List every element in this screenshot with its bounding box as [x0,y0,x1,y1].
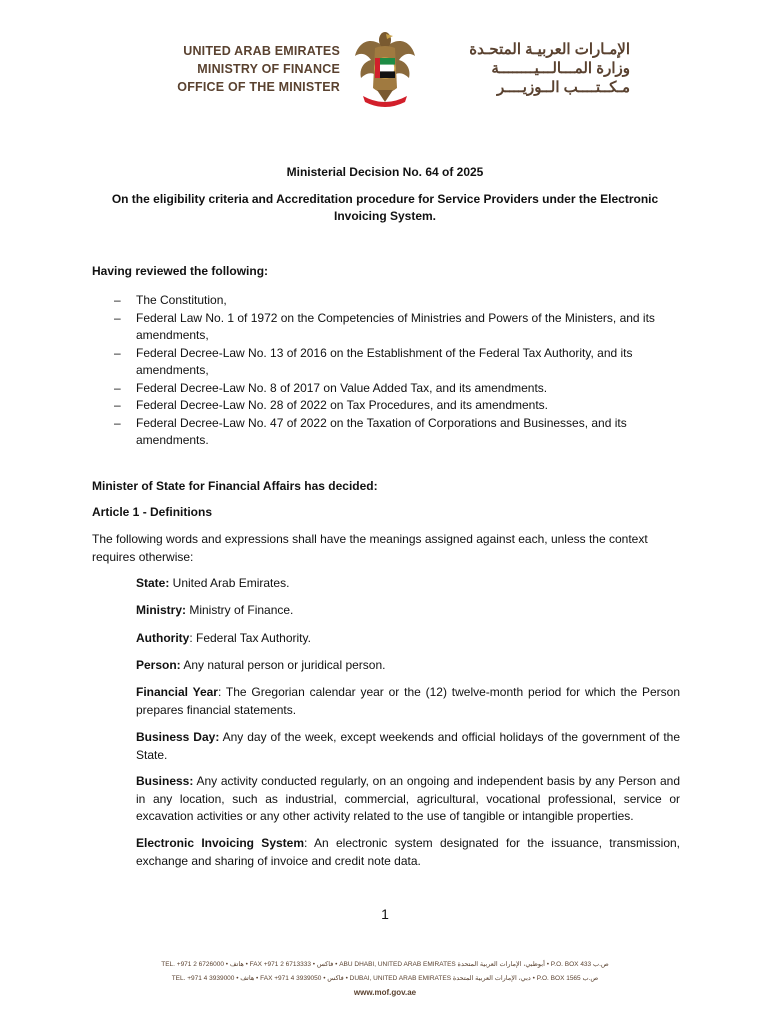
letterhead-ministry: MINISTRY OF FINANCE [197,62,340,76]
dash-bullet: – [114,310,121,325]
decided-heading: Minister of State for Financial Affairs has decided: [92,479,378,493]
article-heading: Article 1 - Definitions [92,505,213,519]
definition-item: Business: Any activity conducted regularly, on an ongoing and independent basis by any Person and in any location, such as industrial, commercial, agricultural, vocational professional, service or excavation activities or any other activity related to the use of tangible or intangible properties. [136,774,680,823]
definition-item: Financial Year: The Gregorian calendar year or the (12) twelve-month period for which the Person prepares financial statements. [136,685,680,717]
uae-falcon-emblem-icon [353,26,417,110]
letterhead-country: UNITED ARAB EMIRATES [183,44,340,58]
reviewed-list [92,292,680,450]
list-item: – Federal Decree-Law No. 28 of 2022 on Tax Procedures, and its amendments. [92,397,680,415]
definition-item: State: United Arab Emirates. [136,576,290,590]
list-item: – Federal Law No. 1 of 1972 on the Competencies of Ministries and Powers of the Ministers, and its amendments, [114,310,655,342]
definition-item: Business Day: Any day of the week, except weekends and official holidays of the government of the State. [136,730,680,762]
definition-item: Person: Any natural person or juridical person. [136,658,386,672]
letterhead-country-ar: الإمـارات العربيـة المتحـدة [469,41,630,58]
dash-bullet: – [114,398,121,412]
definition-item: Ministry: Ministry of Finance. [136,603,294,617]
list-item: – The Constitution, [92,292,680,310]
decision-subject: On the eligibility criteria and Accreditation procedure for Service Providers under the Electronic Invoicing System. [111,192,659,223]
letterhead-english [172,42,340,96]
letterhead-office: OFFICE OF THE MINISTER [177,80,340,94]
list-item: – Federal Decree-Law No. 47 of 2022 on the Taxation of Corporations and Businesses, and its amendments. [114,415,627,447]
article-intro: The following words and expressions shall have the meanings assigned against each, unless the context requires otherwise: [92,532,648,564]
letterhead-ministry-ar: وزارة المـــالـــيــــــــة [491,60,630,77]
page-number: 1 [381,906,389,922]
list-item: – Federal Decree-Law No. 8 of 2017 on Value Added Tax, and its amendments. [92,380,680,398]
footer-contact-abudhabi: TEL. +971 2 6726000 • هاتف • FAX +971 2 6713333 • فاكس • ABU DHABI, UNITED ARAB EMIRATES أبوظبي، الإمارات العربية المتحدة • P.O. BOX 433 ص.ب [161,961,609,968]
list-item: – Federal Decree-Law No. 13 of 2016 on the Establishment of the Federal Tax Authority, and its amendments, [114,345,633,377]
letterhead-arabic [430,40,630,97]
dash-bullet: – [114,415,121,430]
letterhead-office-ar: مـكــتــــب الــوزيــــر [496,79,630,96]
decision-title: Ministerial Decision No. 64 of 2025 [286,165,484,179]
dash-bullet: – [114,380,121,395]
dash-bullet: – [114,345,121,360]
definition-item: Electronic Invoicing System: An electronic system designated for the issuance, transmission, exchange and sharing of invoice and credit note data. [136,836,680,868]
dash-bullet: – [114,293,121,307]
footer-contact-dubai: TEL. +971 4 3939000 • هاتف • FAX +971 4 3939050 • فاكس • DUBAI, UNITED ARAB EMIRATES دبي، الإمارات العربية المتحدة • P.O. BOX 1565 ص.ب [171,975,599,982]
definition-item: Authority: Federal Tax Authority. [136,631,311,645]
footer-website: www.mof.gov.ae [353,988,417,997]
reviewed-heading: Having reviewed the following: [92,264,269,278]
